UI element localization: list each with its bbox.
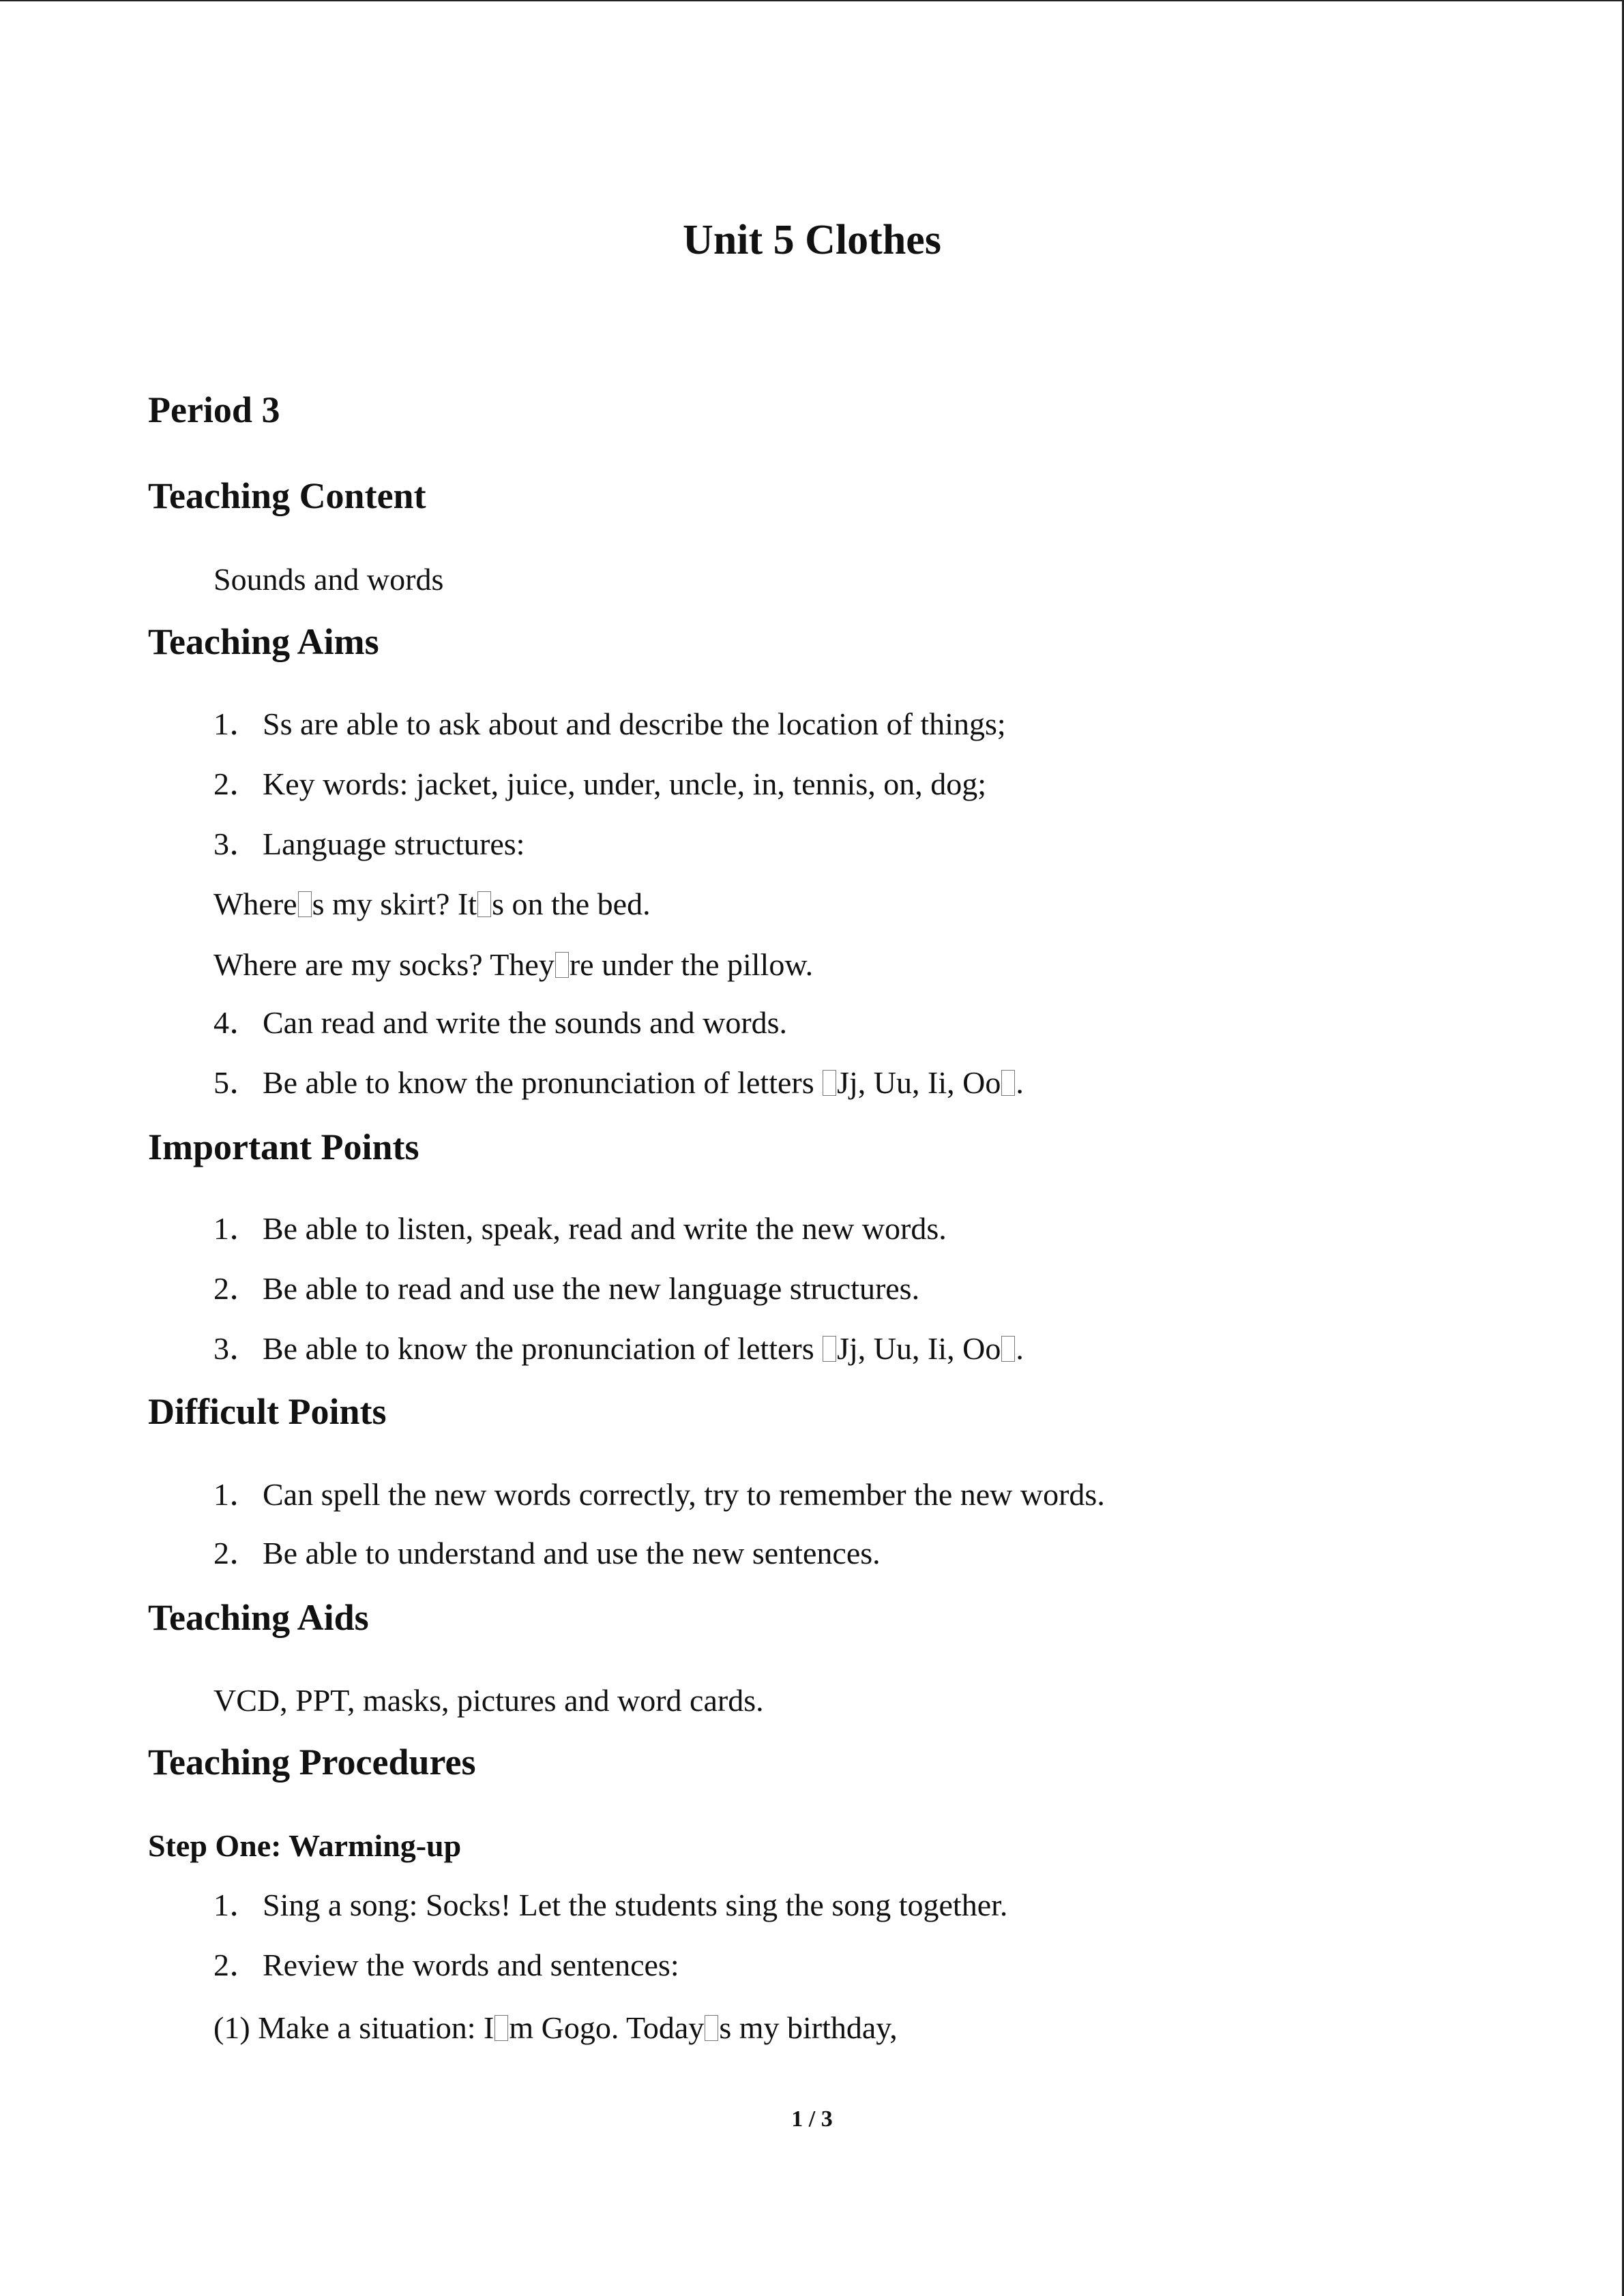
missing-glyph-icon xyxy=(823,1070,836,1096)
list-item xyxy=(213,1885,1007,1926)
list-number: 3． xyxy=(213,826,261,861)
list-item xyxy=(213,1533,881,1574)
text-fragment: m Gogo. Today xyxy=(509,2010,705,2045)
list-item xyxy=(213,1002,787,1043)
page-number: 1 / 3 xyxy=(791,2106,833,2132)
missing-glyph-icon xyxy=(823,1336,836,1362)
list-number: 2． xyxy=(213,766,261,801)
list-item-text: Be able to listen, speak, read and write the new words. xyxy=(263,1211,947,1246)
list-number: 1． xyxy=(213,1888,261,1922)
teaching-procedures-heading: Teaching Procedures xyxy=(148,1742,476,1783)
situation-line xyxy=(213,2008,898,2048)
list-item xyxy=(213,1208,947,1249)
list-item xyxy=(213,1268,919,1309)
letters-text: Jj, Uu, Ii, Oo xyxy=(837,1331,1001,1366)
list-item xyxy=(213,704,1006,745)
list-item-text: Sing a song: Socks! Let the students sing the song together. xyxy=(263,1888,1008,1922)
difficult-points-heading: Difficult Points xyxy=(148,1391,387,1432)
list-item xyxy=(213,764,986,805)
document-title: Unit 5 Clothes xyxy=(683,217,941,263)
list-item-text: Be able to read and use the new language structures. xyxy=(263,1271,920,1306)
list-number: 1． xyxy=(213,1477,261,1512)
letters-text: Jj, Uu, Ii, Oo xyxy=(837,1065,1001,1100)
important-points-heading: Important Points xyxy=(148,1127,419,1167)
text-fragment: Where xyxy=(213,886,297,921)
text-fragment: s on the bed. xyxy=(492,886,651,921)
teaching-content-text: Sounds and words xyxy=(213,562,444,597)
missing-glyph-icon xyxy=(494,2015,508,2041)
text-fragment: s my birthday, xyxy=(719,2010,898,2045)
list-number: 5． xyxy=(213,1065,261,1100)
missing-glyph-icon xyxy=(705,2015,718,2041)
list-item-text: Review the words and sentences: xyxy=(263,1948,679,1982)
list-number: 4． xyxy=(213,1005,261,1040)
list-item xyxy=(213,1328,1024,1369)
list-item-text: Ss are able to ask about and describe the location of things; xyxy=(263,706,1006,741)
list-number: 2． xyxy=(213,1271,261,1306)
list-number: 1． xyxy=(213,1211,261,1246)
text-fragment: . xyxy=(1016,1331,1024,1366)
teaching-aids-text: VCD, PPT, masks, pictures and word cards. xyxy=(213,1683,764,1718)
missing-glyph-icon xyxy=(555,952,569,978)
list-item xyxy=(213,1062,1024,1103)
list-item-text: Language structures: xyxy=(263,826,525,861)
list-item xyxy=(213,824,525,865)
period-heading: Period 3 xyxy=(148,389,280,430)
language-structure-line xyxy=(213,884,651,925)
text-fragment: re under the pillow. xyxy=(569,947,814,982)
list-item-text: Can read and write the sounds and words. xyxy=(263,1005,788,1040)
list-item-text: Be able to know the pronunciation of letters xyxy=(263,1065,823,1100)
list-item-text: Key words: jacket, juice, under, uncle, in, tennis, on, dog; xyxy=(263,766,987,801)
list-number: 2． xyxy=(213,1536,261,1570)
missing-glyph-icon xyxy=(1001,1070,1015,1096)
list-item-text: Be able to know the pronunciation of letters xyxy=(263,1331,823,1366)
list-number: 1． xyxy=(213,706,261,741)
missing-glyph-icon xyxy=(298,891,312,917)
missing-glyph-icon xyxy=(477,891,491,917)
missing-glyph-icon xyxy=(1001,1336,1015,1362)
text-fragment: Where are my socks? They xyxy=(213,947,555,982)
text-fragment: . xyxy=(1016,1065,1024,1100)
teaching-aims-heading: Teaching Aims xyxy=(148,621,379,662)
list-item-text: Be able to understand and use the new sentences. xyxy=(263,1536,881,1570)
language-structure-line xyxy=(213,944,813,985)
text-fragment: (1) Make a situation: I xyxy=(213,2010,494,2045)
list-item xyxy=(213,1945,679,1986)
step-one-heading: Step One: Warming-up xyxy=(148,1828,462,1863)
list-item xyxy=(213,1474,1105,1515)
list-item-text: Can spell the new words correctly, try to remember the new words. xyxy=(263,1477,1105,1512)
teaching-content-heading: Teaching Content xyxy=(148,475,426,516)
list-number: 2． xyxy=(213,1948,261,1982)
text-fragment: s my skirt? It xyxy=(312,886,477,921)
list-number: 3． xyxy=(213,1331,261,1366)
teaching-aids-heading: Teaching Aids xyxy=(148,1597,369,1638)
